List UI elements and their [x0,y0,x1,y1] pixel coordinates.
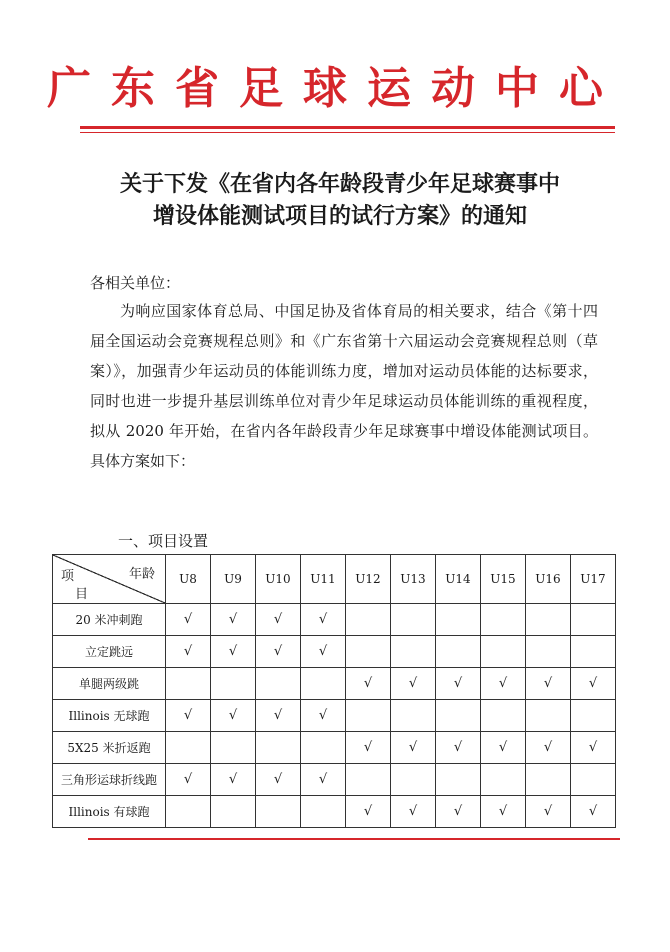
section-heading: 一、项目设置 [118,532,209,550]
check-mark-cell: √ [526,796,571,828]
check-mark-cell: √ [346,668,391,700]
notice-title-line1: 关于下发《在省内各年龄段青少年足球赛事中 [119,171,560,197]
empty-cell [256,732,301,764]
table-row [53,604,616,636]
check-mark-cell: √ [346,732,391,764]
check-mark-cell: √ [481,668,526,700]
empty-cell [571,636,616,668]
check-mark-cell: √ [481,796,526,828]
check-mark-cell: √ [571,796,616,828]
empty-cell [481,636,526,668]
empty-cell [391,636,436,668]
check-mark-cell: √ [211,604,256,636]
check-mark-cell: √ [436,668,481,700]
check-mark-cell: √ [256,764,301,796]
empty-cell [166,668,211,700]
test-item-name: 三角形运球折线跑 [53,764,166,796]
empty-cell [211,668,256,700]
check-mark-cell: √ [391,732,436,764]
check-mark-cell: √ [256,604,301,636]
empty-cell [571,700,616,732]
check-mark-cell: √ [166,764,211,796]
empty-cell [526,700,571,732]
empty-cell [166,796,211,828]
check-mark-cell: √ [166,700,211,732]
check-mark-cell: √ [346,796,391,828]
table-corner-cell [53,555,166,604]
empty-cell [481,764,526,796]
empty-cell [301,732,346,764]
notice-title-line2: 增设体能测试项目的试行方案》的通知 [152,203,527,229]
empty-cell [256,668,301,700]
check-mark-cell: √ [301,604,346,636]
test-item-name: 5X25 米折返跑 [53,732,166,764]
check-mark-cell: √ [211,636,256,668]
check-mark-cell: √ [481,732,526,764]
empty-cell [301,668,346,700]
table-row [53,668,616,700]
empty-cell [211,732,256,764]
check-mark-cell: √ [301,636,346,668]
letterhead-rule-thin [80,132,615,133]
empty-cell [481,604,526,636]
empty-cell [481,700,526,732]
corner-item-label-b: 目 [75,587,89,602]
check-mark-cell: √ [211,700,256,732]
age-header: U8 [166,555,211,604]
age-header: U10 [256,555,301,604]
empty-cell [346,700,391,732]
empty-cell [391,764,436,796]
check-mark-cell: √ [571,732,616,764]
test-item-name: 20 米冲刺跑 [53,604,166,636]
age-header: U17 [571,555,616,604]
check-mark-cell: √ [571,668,616,700]
empty-cell [301,796,346,828]
empty-cell [571,764,616,796]
check-mark-cell: √ [436,796,481,828]
table-row [53,636,616,668]
empty-cell [526,764,571,796]
age-header: U9 [211,555,256,604]
salutation: 各相关单位： [90,274,181,292]
empty-cell [436,700,481,732]
letterhead-rule-thick [80,126,615,129]
check-mark-cell: √ [211,764,256,796]
notice-title [60,168,620,232]
footer-rule [88,838,620,840]
empty-cell [346,764,391,796]
empty-cell [166,732,211,764]
empty-cell [526,604,571,636]
empty-cell [346,604,391,636]
body-paragraph: 为响应国家体育总局、中国足协及省体育局的相关要求，结合《第十四届全国运动会竞赛规程总则》和《广东省第十六届运动会竞赛规程总则（草案）》，加强青少年运动员的体能训练力度，增加对运动员体能的达标要求，同时也进一步提升基层训练单位对青少年足球运动员体能训练的重视程度，拟从 2020 年开始，在省内各年龄段青少年足球赛事中增设体能测试项目。具体方案如下： [90,302,598,470]
check-mark-cell: √ [391,796,436,828]
corner-item-label-a: 项 [61,569,75,584]
test-item-name: Illinois 无球跑 [53,700,166,732]
check-mark-cell: √ [301,764,346,796]
empty-cell [526,636,571,668]
check-mark-cell: √ [166,604,211,636]
check-mark-cell: √ [526,732,571,764]
empty-cell [571,604,616,636]
table-row [53,796,616,828]
table-row [53,700,616,732]
test-item-name: 立定跳远 [53,636,166,668]
empty-cell [436,636,481,668]
empty-cell [436,764,481,796]
age-header: U15 [481,555,526,604]
age-header: U16 [526,555,571,604]
check-mark-cell: √ [301,700,346,732]
age-header: U13 [391,555,436,604]
check-mark-cell: √ [256,700,301,732]
check-mark-cell: √ [256,636,301,668]
age-header: U14 [436,555,481,604]
check-mark-cell: √ [166,636,211,668]
table-row [53,764,616,796]
empty-cell [436,604,481,636]
age-header: U12 [346,555,391,604]
check-mark-cell: √ [526,668,571,700]
empty-cell [391,604,436,636]
empty-cell [211,796,256,828]
table-header-row [53,555,616,604]
corner-age-label: 年龄 [128,567,155,582]
check-mark-cell: √ [391,668,436,700]
org-letterhead: 广东省足球运动中心 [47,63,623,114]
empty-cell [256,796,301,828]
age-header: U11 [301,555,346,604]
empty-cell [346,636,391,668]
table-row [53,732,616,764]
empty-cell [391,700,436,732]
test-item-name: Illinois 有球跑 [53,796,166,828]
test-item-name: 单腿两级跳 [53,668,166,700]
check-mark-cell: √ [436,732,481,764]
test-items-table [52,554,616,828]
